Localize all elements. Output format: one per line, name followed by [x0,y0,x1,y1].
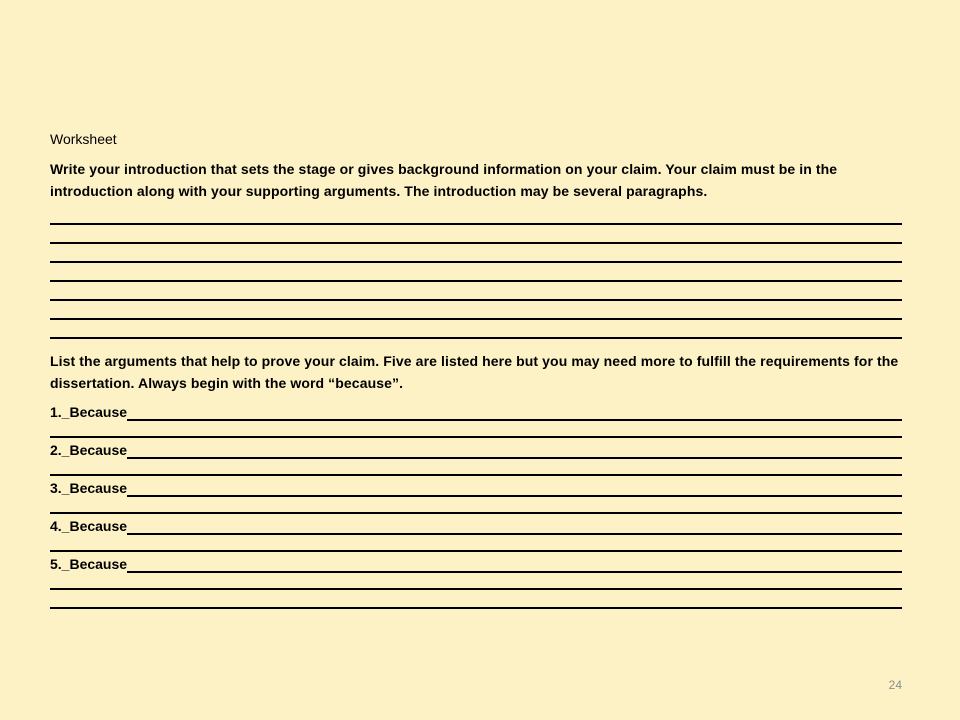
argument-item-2[interactable] [50,438,902,458]
writing-line[interactable] [50,420,902,438]
writing-line[interactable] [50,225,902,244]
argument-item-5[interactable] [50,552,902,572]
argument-label: 2._Because [50,442,128,458]
intro-instructions: Write your introduction that sets the stage or gives background information on your claim. Your claim must be in the introduction along with your supporting arguments. The introduction may be several paragraphs. [50,161,838,199]
writing-line[interactable] [50,572,902,590]
argument-label: 3._Because [50,480,128,496]
writing-line[interactable] [50,534,902,552]
writing-line[interactable] [50,263,902,282]
arguments-instructions: List the arguments that help to prove your claim. Five are listed here but you may need more to fulfill the requirements for the dissertation. Always begin with the word “because”. [50,353,899,391]
writing-line[interactable] [50,206,902,225]
writing-line[interactable] [50,320,902,339]
writing-line[interactable] [50,301,902,320]
worksheet [50,130,902,609]
writing-line[interactable] [50,458,902,476]
page-number: 24 [888,678,902,692]
worksheet-title: Worksheet [50,131,117,147]
argument-label: 1._Because [50,404,128,420]
writing-line[interactable] [127,419,902,421]
writing-line[interactable] [50,244,902,263]
argument-label: 4._Because [50,518,128,534]
argument-label: 5._Because [50,556,128,572]
argument-item-3[interactable] [50,476,902,496]
writing-line[interactable] [50,282,902,301]
writing-line[interactable] [127,533,902,535]
intro-writing-lines[interactable] [50,206,902,339]
arguments-list [50,400,902,609]
writing-line[interactable] [127,457,902,459]
writing-line[interactable] [127,571,902,573]
writing-line[interactable] [50,496,902,514]
writing-line[interactable] [127,495,902,497]
argument-item-4[interactable] [50,514,902,534]
writing-line[interactable] [50,590,902,609]
argument-item-1[interactable] [50,400,902,420]
